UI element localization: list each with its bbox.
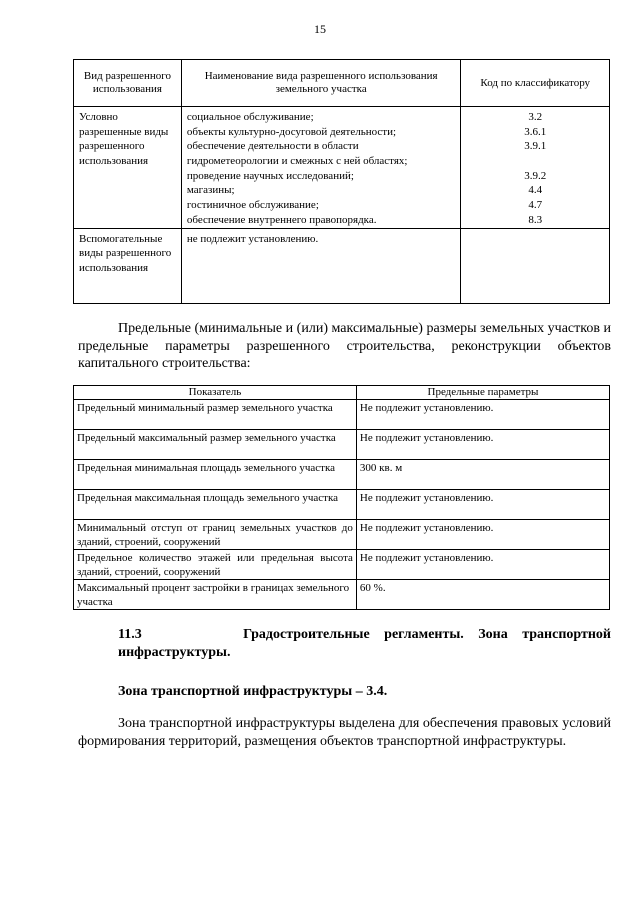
value-cell: Не подлежит установлению. [356,430,609,460]
use-kind: Условно разрешенные виды разрешенного использования [74,107,182,229]
table-row [74,550,610,580]
use-code: 3.2 [528,111,543,123]
paragraph-zone-description: Зона транспортной инфраструктуры выделена для обеспечения правовых условий формирования территорий, размещения объектов транспортной инфраструктуры. [78,716,611,749]
value-cell: 60 %. [356,580,609,610]
use-code: 3.9.2 [524,169,547,182]
indicator-cell: Минимальный отступ от границ земельных участков до зданий, строений, сооружений [74,520,357,550]
table-header-row [74,386,610,400]
value-cell: Не подлежит установлению. [356,490,609,520]
use-name: социальное обслуживание; [186,111,314,123]
value-cell: 300 кв. м [356,460,609,490]
use-name: гидрометеорологии и смежных с ней областях; [186,155,408,168]
table-row [74,400,610,430]
table-row [74,430,610,460]
header-kind: Вид разрешенного использования [74,60,182,107]
indicator-cell: Предельный минимальный размер земельного участка [74,400,357,430]
indicator-cell: Предельное количество этажей или предельная высота зданий, строений, сооружений [74,550,357,580]
use-name: гостиничное обслуживание; [186,199,319,212]
indicator-cell: Максимальный процент застройки в границах земельного участка [74,580,357,610]
use-code: 8.3 [528,213,543,226]
header-code: Код по классификатору [461,60,610,107]
header-name: Наименование вида разрешенного использования земельного участка [181,60,461,107]
table-row [74,580,610,610]
use-code: 4.7 [528,199,543,212]
table-row [74,520,610,550]
indicator-cell: Предельная минимальная площадь земельного участка [74,460,357,490]
header-params: Предельные параметры [356,386,609,400]
use-name: проведение научных исследований; [186,169,354,182]
value-cell: Не подлежит установлению. [356,550,609,580]
use-name: магазины; [186,184,235,197]
table-row [74,490,610,520]
use-code: 4.4 [528,184,543,197]
section-number: 11.3 [118,627,142,642]
paragraph-limits-intro: Предельные (минимальные и (или) максимальные) размеры земельных участков и предельные параметры разрешенного строительства, реконструкции объектов капитального строительства: [78,321,611,371]
table-row [74,460,610,490]
zone-heading: Зона транспортной инфраструктуры – 3.4. [118,684,388,699]
use-name: обеспечение деятельности в области [186,140,359,153]
use-kind: Вспомогательные виды разрешенного использования [74,228,182,303]
use-name: объекты культурно-досуговой деятельности; [186,125,397,138]
permitted-use-table [73,59,610,304]
value-cell: Не подлежит установлению. [356,400,609,430]
use-code [464,232,606,247]
section-title: Градостроительные регламенты. Зона транспортной инфраструктуры. [118,627,611,660]
use-name: не подлежит установлению. [186,232,319,245]
page-number: 15 [314,22,326,36]
use-code [464,154,606,169]
header-indicator: Показатель [74,386,357,400]
limit-parameters-table [73,385,610,610]
table-row [74,107,610,229]
indicator-cell: Предельная максимальная площадь земельного участка [74,490,357,520]
value-cell: Не подлежит установлению. [356,520,609,550]
section-heading [78,626,611,661]
use-codes [461,107,610,229]
table-header-row [74,60,610,107]
use-code: 3.9.1 [524,140,547,153]
use-codes [461,228,610,303]
indicator-cell: Предельный максимальный размер земельного участка [74,430,357,460]
use-name: обеспечение внутреннего правопорядка. [186,213,377,226]
use-names [181,228,461,303]
use-names [181,107,461,229]
table-row [74,228,610,303]
use-code: 3.6.1 [524,125,547,138]
